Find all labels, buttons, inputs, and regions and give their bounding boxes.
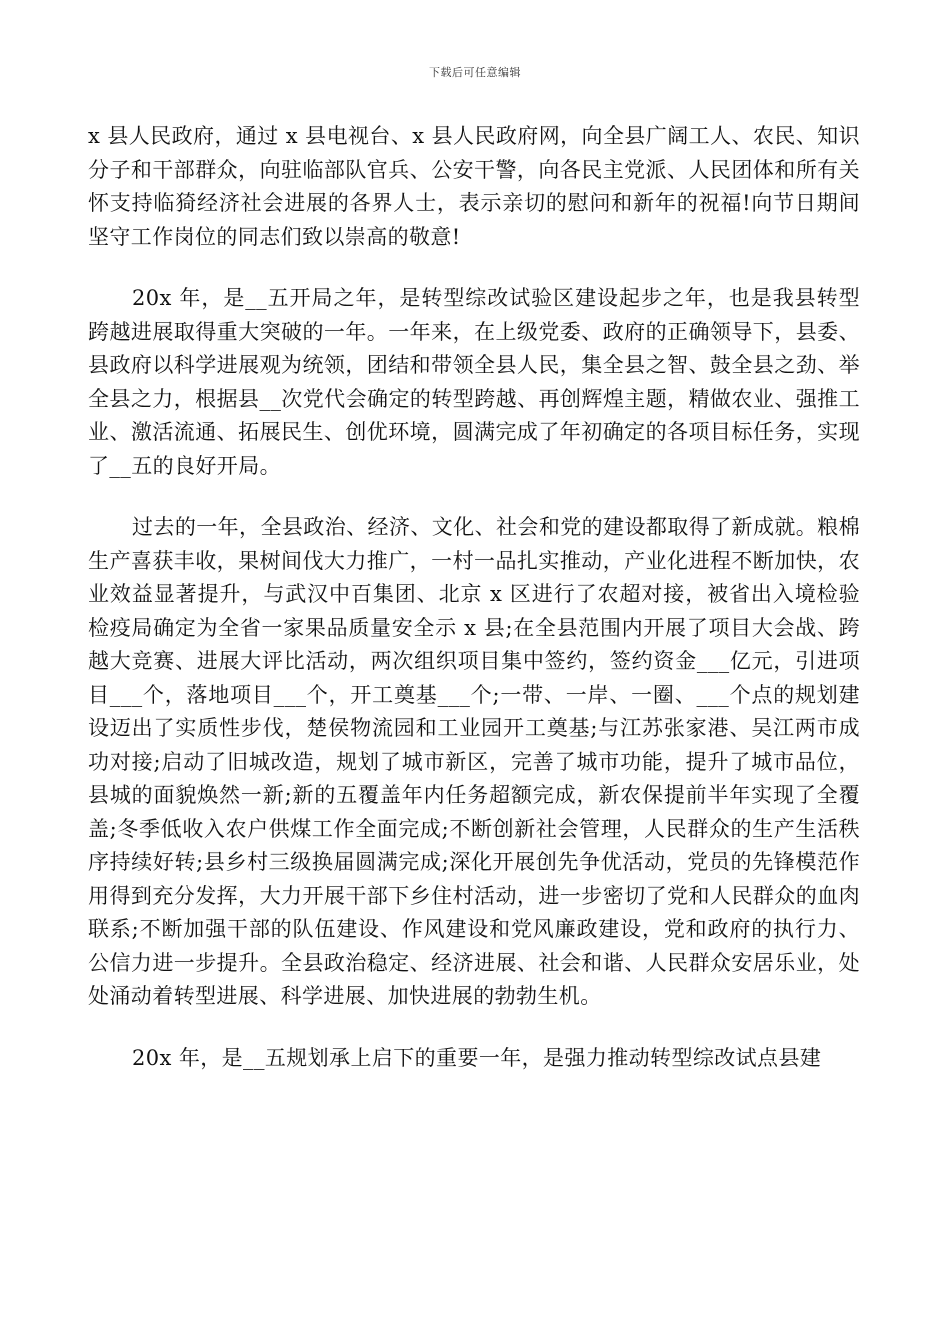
paragraph-year-summary: 20x 年，是__五开局之年，是转型综改试验区建设起步之年，也是我县转型跨越进展取得重大突破的一年。一年来，在上级党委、政府的正确领导下，县委、县政府以科学进展观为统领，团结和带领全县人民，集全县之智、鼓全县之劲、举全县之力，根据县__次党代会确定的转型跨越、再创辉煌主题，精做农业、强推工业、激活流通、拓展民生、创优环境，圆满完成了年初确定的各项目标任务，实现了__五的良好开局。	[88, 286, 860, 478]
paragraph-achievements: 过去的一年，全县政治、经济、文化、社会和党的建设都取得了新成就。粮棉生产喜获丰收，果树间伐大力推广，一村一品扎实推动，产业化进程不断加快，农业效益显著提升，与武汉中百集团、北京 x 区进行了农超对接，被省出入境检验检疫局确定为全省一家果品质量安全示 x 县;在全县范围内开展了项目大会战、跨越大竞赛、进展大评比活动，两次组织项目集中签约，签约资金___亿元，引进项目___个，落地项目___个，开工奠基___个;一带、一岸、一圈、___个点的规划建设迈出了实质性步伐，楚侯物流园和工业园开工奠基;与江苏张家港、吴江两市成功对接;启动了旧城改造，规划了城市新区，完善了城市功能，提升了城市品位，县城的面貌焕然一新;新的五覆盖年内任务超额完成，新农保提前半年实现了全覆盖;冬季低收入农户供煤工作全面完成;不断创新社会管理，人民群众的生产生活秩序持续好转;县乡村三级换届圆满完成;深化开展创先争优活动，党员的先锋模范作用得到充分发挥，大力开展干部下乡住村活动，进一步密切了党和人民群众的血肉联系;不断加强干部的队伍建设、作风建设和党风廉政建设，党和政府的执行力、公信力进一步提升。全县政治稳定、经济进展、社会和谐、人民群众安居乐业，处处涌动着转型进展、科学进展、加快进展的勃勃生机。	[88, 515, 860, 1008]
document-body	[88, 120, 860, 1103]
paragraph-new-year: 20x 年，是__五规划承上启下的重要一年，是强力推动转型综改试点县建	[132, 1045, 822, 1070]
paragraph-greeting: x 县人民政府，通过 x 县电视台、x 县人民政府网，向全县广阔工人、农民、知识分子和干部群众，向驻临部队官兵、公安干警，向各民主党派、人民团体和所有关怀支持临猗经济社会进展的各界人士，表示亲切的慰问和新年的祝福!向节日期间坚守工作岗位的同志们致以崇高的敬意!	[88, 124, 860, 249]
page-header: 下载后可任意编辑	[429, 66, 521, 79]
